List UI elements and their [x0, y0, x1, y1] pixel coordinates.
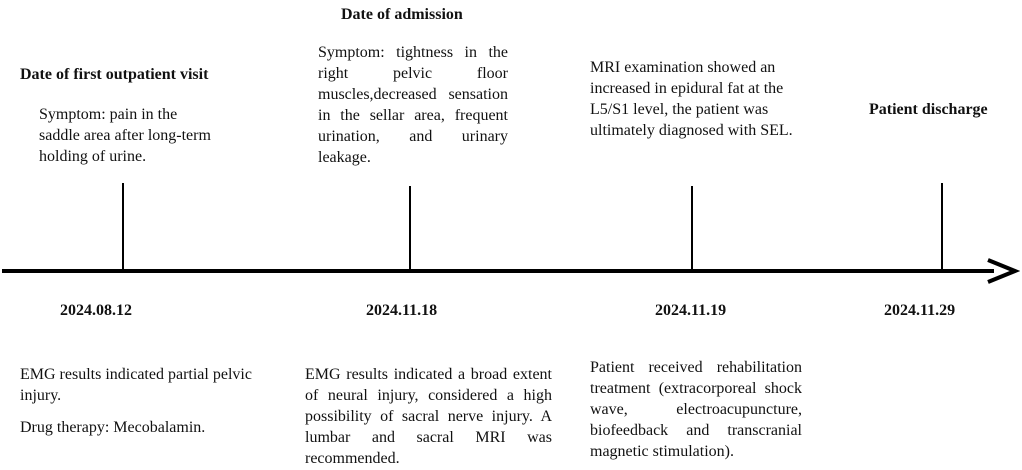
event-2-symptom: Symptom: tightness in the right pelvic floor muscles,decreased sensation in the sellar area, frequent urination, and urinary leakage.: [318, 44, 508, 166]
event-1-symptom: Symptom: pain in the saddle area after long-term holding of urine.: [39, 106, 211, 165]
event-1-emg-result: EMG results indicated partial pelvic injury.: [20, 366, 252, 404]
timeline-axis: [2, 269, 994, 273]
tick-2024-11-19: [691, 186, 693, 271]
tick-2024-11-18: [409, 186, 411, 271]
event-3-date: 2024.11.19: [655, 302, 727, 319]
event-3-mri-result: MRI examination showed an increased in epidural fat at the L5/S1 level, the patient was ultimately diagnosed with SEL.: [590, 59, 793, 139]
event-1-findings: [20, 364, 260, 438]
event-3-treatment: Patient received rehabilitation treatment (extracorporeal shock wave, electroacupuncture, biofeedback and transcranial magnetic stimulation).: [590, 359, 802, 460]
event-1-heading: Date of first outpatient visit: [20, 66, 209, 83]
event-2-emg-result: EMG results indicated a broad extent of neural injury, considered a high possibility of sacral nerve injury. A lumbar and sacral MRI was recommended.: [305, 366, 552, 467]
tick-2024-11-29: [941, 183, 943, 271]
event-1-date: 2024.08.12: [60, 302, 132, 319]
event-1-drug-therapy: Drug therapy: Mecobalamin.: [20, 419, 206, 436]
event-2-date: 2024.11.18: [366, 302, 438, 319]
tick-2024-08-12: [122, 183, 124, 271]
timeline-arrowhead-icon: [984, 257, 1020, 285]
event-4-heading: Patient discharge: [869, 101, 988, 118]
event-2-heading: Date of admission: [341, 6, 463, 23]
event-4-date: 2024.11.29: [884, 302, 956, 319]
